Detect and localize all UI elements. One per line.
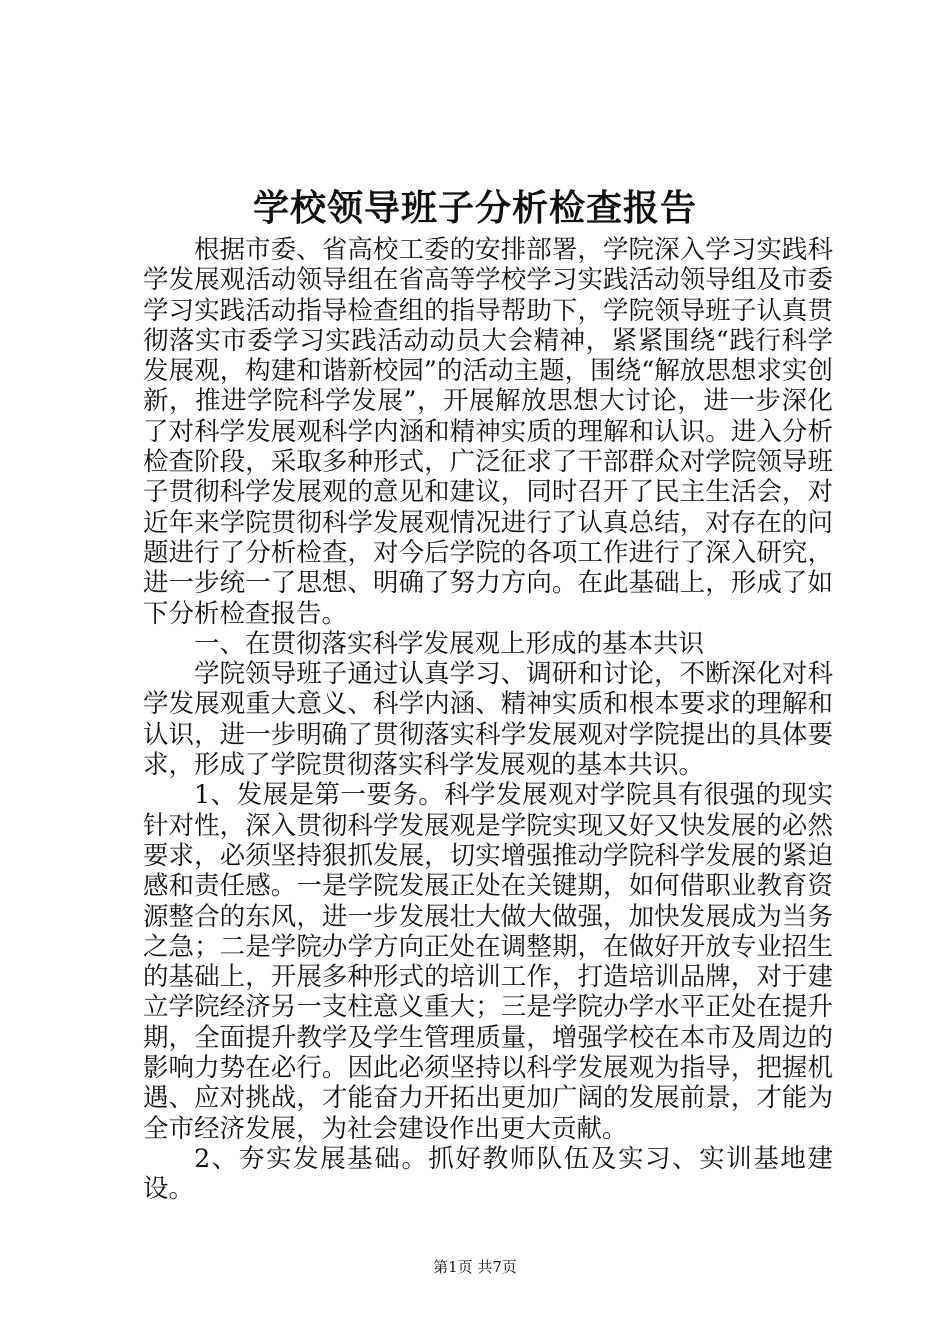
document-body bbox=[143, 235, 833, 1205]
paragraph-item-1: 1、发展是第一要务。科学发展观对学院具有很强的现实针对性，深入贯彻科学发展观是学院实现又好又快发展的必然要求，必须坚持狠抓发展，切实增强推动学院科学发展的紧迫感和责任感。一是学院发展正处在关键期，如何借职业教育资源整合的东风，进一步发展壮大做大做强，加快发展成为当务之急；二是学院办学方向正处在调整期，在做好开放专业招生的基础上，开展多种形式的培训工作，打造培训品牌，对于建立学院经济另一支柱意义重大；三是学院办学水平正处在提升期，全面提升教学及学生管理质量，增强学校在本市及周边的影响力势在必行。因此必须坚持以科学发展观为指导，把握机遇、应对挑战，才能奋力开拓出更加广阔的发展前景，才能为全市经济发展，为社会建设作出更大贡献。 bbox=[143, 780, 833, 1144]
document-title: 学校领导班子分析检查报告 bbox=[252, 187, 697, 229]
paragraph-intro: 根据市委、省高校工委的安排部署，学院深入学习实践科学发展观活动领导组在省高等学校学习实践活动领导组及市委学习实践活动指导检查组的指导帮助下，学院领导班子认真贯彻落实市委学习实践活动动员大会精神，紧紧围绕“践行科学发展观，构建和谐新校园”的活动主题，围绕“解放思想求实创新，推进学院科学发展”，开展解放思想大讨论，进一步深化了对科学发展观科学内涵和精神实质的理解和认识。进入分析检查阶段，采取多种形式，广泛征求了干部群众对学院领导班子贯彻科学发展观的意见和建议，同时召开了民主生活会，对近年来学院贯彻科学发展观情况进行了认真总结，对存在的问题进行了分析检查，对今后学院的各项工作进行了深入研究，进一步统一了思想、明确了努力方向。在此基础上，形成了如下分析检查报告。 bbox=[143, 235, 833, 629]
page-number-footer: 第1页 共7页 bbox=[433, 1258, 517, 1276]
paragraph-consensus: 学院领导班子通过认真学习、调研和讨论，不断深化对科学发展观重大意义、科学内涵、精神实质和根本要求的理解和认识，进一步明确了贯彻落实科学发展观对学院提出的具体要求，形成了学院贯彻落实科学发展观的基本共识。 bbox=[143, 659, 833, 781]
section-heading-1: 一、在贯彻落实科学发展观上形成的基本共识 bbox=[194, 628, 705, 659]
paragraph-item-2: 2、夯实发展基础。抓好教师队伍及实习、实训基地建设。 bbox=[143, 1143, 833, 1205]
